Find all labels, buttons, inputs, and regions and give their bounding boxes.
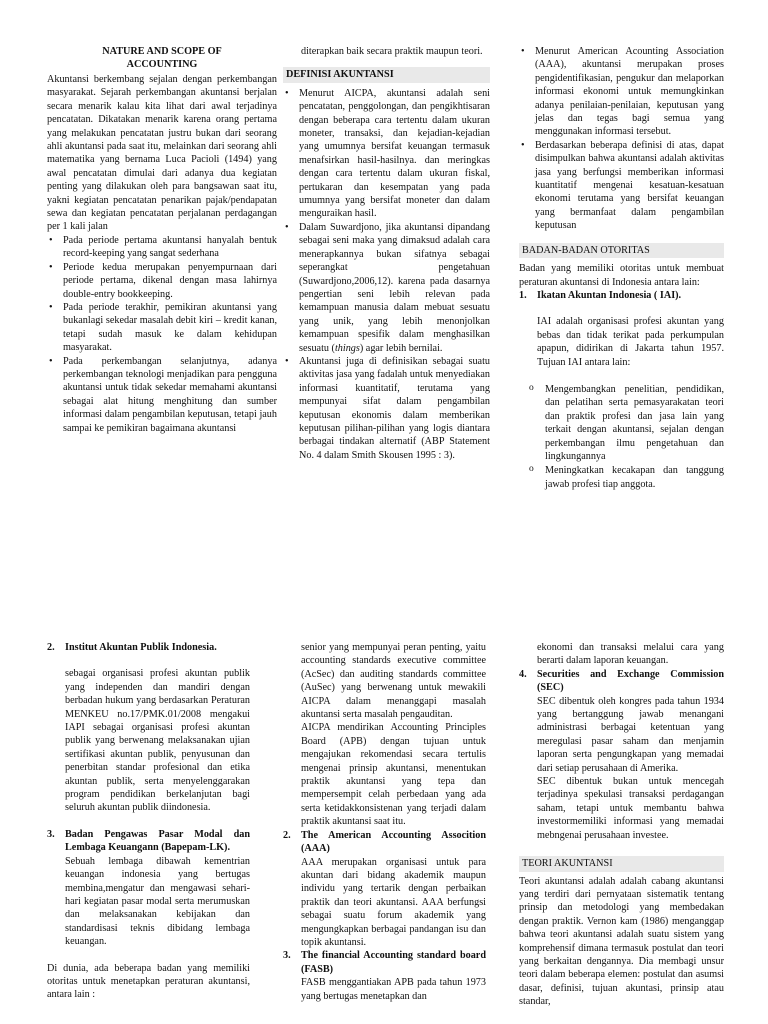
iai-paragraph: IAI adalah organisasi profesi akuntan yang bebas dan tidak terikat pada perkumpulan apapun, didirikan di Jakarta tahun 1957. Tujuan IAI antara lain: — [537, 316, 724, 368]
page1-column-1 — [47, 45, 277, 435]
list-item: • Pada perkembangan selanjutnya, adanya perkembangan teknologi menjadikan para pengguna akuntansi untuk tidak sekedar memahami akuntansi sebagai alat hitung menghitung dan sumber informasi dalam pengambilan keputusan, tetapi jauh sampai ke pemikiran bagaimana akuntansi — [47, 355, 277, 435]
sec-paragraph-2: SEC dibentuk bukan untuk mencegah terjadinya spekulasi transaksi perdagangan saham, tetapi untuk membantu bahwa investormemiliki informasi yang memadai mebngenai perusahaan investee. — [537, 776, 724, 841]
definition-bullet-list — [283, 87, 490, 462]
item-title: Badan Pengawas Pasar Modal dan Lembaga Keuangann (Bapepam-LK). — [65, 828, 250, 854]
item-number: 2. — [47, 642, 55, 653]
page1-column-2 — [283, 45, 490, 462]
item-title: Ikatan Akuntan Indonesia ( IAI). — [537, 289, 682, 301]
world-bodies-intro: Di dunia, ada beberapa badan yang memiliki otoritas untuk menetapkan peraturan akuntansi, antara lain : — [47, 962, 250, 1001]
numbered-heading-fasb — [283, 949, 486, 976]
intro-paragraph: Akuntansi berkembang sejalan dengan perkembangan masyarakat. Sejarah perkembangan akuntansi berjalan secara menarik kalau kita lihat dari awal terjadinya pencatatan. Dikatakan menarik karena orang pertama yang melakukan pencatatan justru bukan dari seorang ahli akuntansi pada saat itu, melainkan dari seorang ahli matematika yang bernama Luca Pacioli (1494) yang awal pencatatan dimulai dari adanya dua kegiatan penting yang dilakukan oleh para bangsawan saat itu, yakni kegiatan pencatatan penarikan pajak/pendapatan sewa dan kegiatan pencatatan perjalanan perdagangan per 1 kali jalan — [47, 74, 277, 233]
apb-paragraph: AICPA mendirikan Accounting Principles Board (APB) dengan tujuan untuk mengajukan rekomendasi secara tertulis mengenai prinsip akuntansi, menentukan praktik akuntansi yang tepa dan mempersempit celah perbedaan yang ada serta ketidakkonsistenan yang terjadi dalam praktik akuntansi saat itu. — [301, 722, 486, 828]
list-item: • Pada periode pertama akuntansi hanyalah bentuk record-keeping yang sangat sederhana — [47, 234, 277, 261]
numbered-heading-iai — [519, 289, 724, 302]
item-number: 4. — [519, 668, 527, 680]
numbered-heading-iapi — [47, 641, 250, 654]
numbered-heading-bapepam — [47, 828, 250, 855]
list-item — [283, 221, 490, 355]
item-number: 1. — [519, 289, 527, 301]
continued-paragraph: ekonomi dan transaksi melalui cara yang berarti dalam laporan keuangan. — [537, 642, 724, 667]
list-item: • Periode kedua merupakan penyempurnaan dari periode pertama, dikenal dengan masa lahirnya double-entry bookkeeping. — [47, 261, 277, 301]
sec-paragraph-1: SEC dibentuk oleh kongres pada tahun 1934 yang bertanggung jawab menangani administrasi berbagai ketentuan yang meregulasi pasar saham dan menjamin laporan serta pengungkapan yang memadai dari setiap perusahaan di Amerika. — [537, 695, 724, 774]
teori-paragraph: Teori akuntansi adalah adalah cabang akuntansi yang terdiri dari pernyataan sistematik tentang prinsip dan metodologi yang membedakan dengan praktik. Vernon kam (1986) menganggap bahwa teori akuntansi adalah suatu sistem yang komprehensif dimana termasuk postulat dan teori yang berkaitan dengannya. Dia membagi unsur teori dalam beberapa elemen: postulat dan asumsi dasar, definisi, tujuan akuntasi, prinsip atau standar, — [519, 875, 724, 1008]
definition-bullet-list-cont — [519, 45, 724, 233]
page2-column-3 — [519, 641, 724, 1009]
page-title: NATURE AND SCOPE OF ACCOUNTING — [102, 46, 222, 70]
section-heading-teori: TEORI AKUNTANSI — [519, 856, 724, 871]
section-heading-badan: BADAN-BADAN OTORITAS — [519, 243, 724, 258]
section-heading-definisi: DEFINISI AKUNTANSI — [283, 67, 490, 82]
item-number: 3. — [283, 950, 291, 962]
item-title: The financial Accounting standard board (FASB) — [301, 950, 486, 975]
iapi-paragraph: sebagai organisasi profesi akuntan publik yang independen dan mandiri dengan berbadan hukum yang berdasarkan Peraturan MENKEU no.17/PMK.01/2008 mengakui IAPI sebagai organisasi profesi akuntan publik yang berwenang melaksanakan ujian sertifikasi akuntan publik, penyusunan dan penerbitan standar profesional dan etika akuntan publik, serta menyelenggarakan program pendidikan berkelanjutan bagi seluruh akuntan publik diindonesia. — [65, 668, 250, 814]
numbered-heading-sec — [519, 668, 724, 695]
aaa-paragraph: AAA merupakan organisasi untuk para akuntan dari bidang akademik maupun individu yang tertarik dengan perbaikan praktik dan teori akuntansi. AAA berfungsi sebagai suatu forum akademik yang mengungkapkan berbagai pandangan isu dan topik akuntansi. — [301, 856, 486, 948]
item-number: 2. — [283, 829, 291, 841]
page2-column-2 — [283, 641, 486, 1003]
page1-column-3 — [519, 45, 724, 491]
item-number: 3. — [47, 828, 55, 840]
history-bullet-list — [47, 234, 277, 435]
continued-paragraph: diterapkan baik secara praktik maupun teori. — [301, 46, 483, 57]
list-item: • Pada periode terakhir, pemikiran akuntansi yang bukanlagi sekedar masalah debit kiri – kredit kanan, tetapi sudah masuk ke dalam kehidupan masyarakat. — [47, 301, 277, 355]
list-item: • Akuntansi juga di definisikan sebagai suatu aktivitas jasa yang fadalah untuk menyediakan informasi kuantitatif, terutama yang mempunyai sifat dalam pengambilan keputusan ekonomis dalam memberikan keputusan pilihan-pilihan yang logis diantara berbagai tindakan alternatif (ABP Statement No. 4 dalam Smith Skousen 1995 : 3). — [283, 355, 490, 462]
item-title: Institut Akuntan Publik Indonesia. — [65, 642, 217, 653]
iai-goals-list — [519, 383, 724, 491]
numbered-heading-aaa — [283, 829, 486, 856]
item-title: The American Accounting Assocition (AAA) — [301, 829, 486, 855]
bapepam-paragraph: Sebuah lembaga dibawah kementrian keuangan indonesia yang bertugas membina,mengatur dan mengawasi sehari-hari kegiatan pasar modal serta merumuskan dan melaksanakan kebijakan dan standardisasi teknis dibidang lembaga keuangan. — [65, 855, 250, 948]
emphasis-text: things — [334, 342, 360, 354]
list-item: • Berdasarkan beberapa definisi di atas, dapat disimpulkan bahwa akuntansi adalah aktivitas jasa yang berfungsi memberikan informasi kuantitatif mengenai kesatuan-kesatuan ekonomi terutama yang bersifat keuangan yang bermanfaat dalam pengambilan keputusan — [519, 139, 724, 233]
item-title: Securities and Exchange Commission (SEC) — [537, 668, 724, 694]
badan-intro: Badan yang memiliki otoritas untuk membuat peraturan akuntansi di Indonesia antara lain: — [519, 263, 724, 288]
list-item: • Menurut AICPA, akuntansi adalah seni pencatatan, penggolongan, dan pengikhtisaran dengan beberapa cara tertentu dalam ukuran moneter, transaksi, dan kejadian-kejadian yang umumnya bersifat keuangan termasuk menafsirkan hasil-hasilnya. dan meringkas dengan cara tertentu dalam ukuran fiskal, pertukaran dan kesempatan yang pada umumnya yang bersifat moneter dan dalam menguraikan hasil. — [283, 87, 490, 221]
list-item: • Menurut American Acounting Association (AAA), akuntansi merupakan proses pengidentifikasian, pengukur dan melaporkan informasi ekonomi untuk memungkinkan adanya penilaian-penilaian, keputusan yang jelas dan tegas bagi semua yang menggunakan informasi tersebut. — [519, 45, 724, 139]
fasb-paragraph: FASB menggantiakan APB pada tahun 1973 yang bertugas menetapkan dan — [301, 977, 486, 1002]
list-item: o Mengembangkan penelitian, pendidikan, dan pelatihan serta pemasyarakatan teori dan praktik profesi dan jasa lain yang terkait dengan akuntansi, sejalan dengan perkembangan ilmu pengetahuan dan lingkungannya — [527, 383, 724, 463]
list-item: o Meningkatkan kecakapan dan tanggung jawab profesi tiap anggota. — [527, 464, 724, 491]
text-span: ) agar lebih bernilai. — [359, 342, 443, 354]
text-span: Dalam Suwardjono, jika akuntansi dipandang sebagai seni maka yang dimaksud adalah cara menerapkannya bukan sifatnya sebagai seperangkat pengetahuan (Suwardjono,2006,12). karena pada dasarnya pengertian seni lebih relevan pada kemampuan manusia dalam mebuat sesuatu yang unik, yang lebih menonjolkan kemampuan spesifik dalam menghasilkan sesuatu ( — [299, 221, 490, 354]
continued-paragraph: senior yang mempunyai peran penting, yaitu accounting standards executive committee (AcSec) dan auditing standards committee (AuSec) yang berwenang untuk mewakili AICPA dalam menanggapi masalah akuntansi serta masalah pengauditan. — [301, 642, 486, 721]
page2-column-1 — [47, 641, 250, 1002]
